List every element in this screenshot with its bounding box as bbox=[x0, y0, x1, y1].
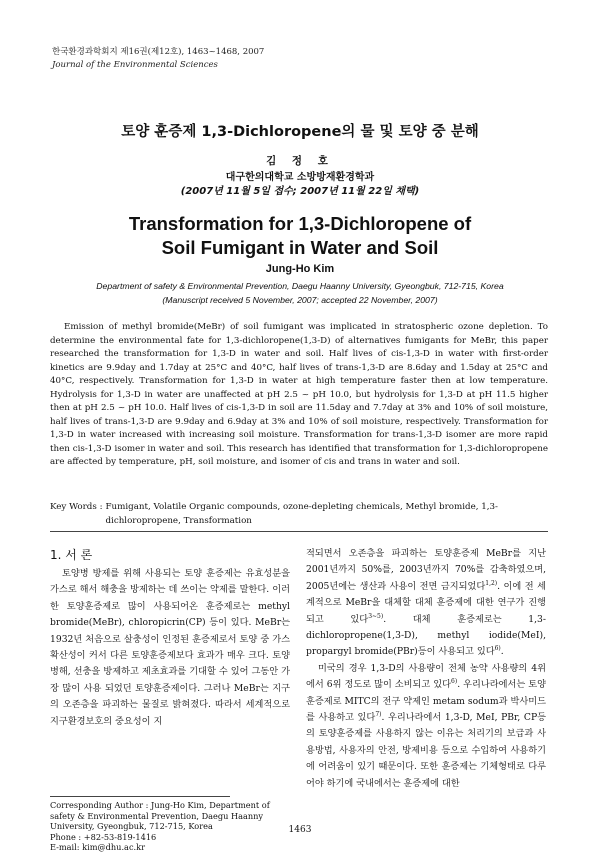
left-column bbox=[50, 546, 290, 730]
author-english: Jung-Ho Kim bbox=[265, 263, 335, 275]
footnote-phone: Phone : +82-53-819-1416 bbox=[50, 831, 157, 842]
citation: 7) bbox=[375, 711, 382, 718]
keywords bbox=[50, 500, 548, 528]
footnote-divider bbox=[50, 796, 230, 797]
text-run: . 대체 훈증제로는 1,3-dichloropropene(1,3-D), methyl iodide(MeI), propargyl bromide(PBr)등이 사용되고 있다 bbox=[306, 613, 546, 658]
section-divider bbox=[50, 531, 548, 532]
keywords-label: Key Words : bbox=[50, 502, 103, 512]
citation: 6) bbox=[494, 645, 501, 653]
author-korean: 김 정 호 bbox=[266, 155, 334, 167]
citation: 1,2) bbox=[485, 579, 498, 587]
affiliation-english-line: Department of safety & Environmental Prevention, Daegu Haanny University, Gyeongbuk, 712-715, Korea bbox=[96, 281, 504, 291]
journal-english-line: Journal of the Environmental Sciences bbox=[52, 60, 218, 70]
footnote-email: E-mail: kim@dhu.ac.kr bbox=[50, 842, 146, 853]
footnote-author: Corresponding Author : Jung-Ho Kim, Department of safety & Environmental Prevention, Daegu Haanny University, Gyeongbuk, 712-715, Korea bbox=[50, 800, 270, 832]
page-number: 1463 bbox=[288, 825, 312, 835]
title-korean: 토양 훈증제 1,3-Dichloropene의 물 및 토양 중 분해 bbox=[121, 124, 479, 140]
journal-korean-line: 한국환경과학회지 제16권(제12호), 1463~1468, 2007 bbox=[52, 47, 265, 57]
text-run: . 우리나라에서는 토양훈증제로 MITC의 전구 약제인 metam sodum과 박사미드를 사용하고 있다 bbox=[306, 679, 546, 724]
title-english-line2: Soil Fumigant in Water and Soil bbox=[161, 237, 439, 258]
affiliation-english bbox=[0, 279, 600, 307]
abstract: Emission of methyl bromide(MeBr) of soil fumigant was implicated in stratospheric ozone depletion. To determine the environmental fate for 1,3-dichloropene(1,3-D) of alternatives fumigants for MeBr, this paper researched the transformation for 1,3-D in water and soil. Half lives of cis-1,3-D in water with first-order kinetics are 9.9day and 1.7day at 25°C and 40°C, half lives of trans-1,3-D are 8.6day and 1.5day at 25°C and 40°C, respectively. Transformation for 1,3-D in water at high temperature faster then at low temperature. Hydrolysis for 1,3-D in water are unaffected at pH 2.5 ~ pH 10.0, but hydrolysis for 1,3-D at pH 11.5 higher then at pH 2.5 ~ pH 10.0. Half lives of cis-1,3-D in soil are 11.5day and 7.7day at 3% and 10% of soil moisture, half lives of trans-1,3-D are 9.9day and 6.9day at 3% and 10% of soil moisture, respectively. Transformation for 1,3-D in water increased with increasing soil moisture. Transformation for trans-1,3-D isomer are more rapid then cis-1,3-D isomer in water and soil. This research has identified that transformation for 1,3-dichloropropene are affected by temperature, pH, soil moisture, and isomer of cis and trans in water and soil. bbox=[50, 322, 548, 468]
citation: 3~5) bbox=[368, 612, 384, 620]
right-column bbox=[306, 546, 546, 792]
title-english bbox=[0, 212, 600, 260]
intro-paragraph-2 bbox=[306, 661, 546, 792]
text-run: . 이에 전 세계적으로 MeBr을 대체할 대체 훈증제에 대한 연구가 진행되고 있다 bbox=[306, 580, 546, 625]
citation: 6) bbox=[451, 678, 458, 686]
intro-paragraph-1: 토양병 방제를 위해 사용되는 토양 훈증제는 유효성분을 가스로 해서 해충을 방제하는 데 쓰이는 약제를 말한다. 이러한 토양훈증제로 많이 사용되어온 훈증제로는 methyl bromide(MeBr), chloropicrin(CP) 등이 있다. MeBr는 1932년 처음으로 살충성이 인정된 훈증제로서 토양 중 가스 확산성이 커서 다른 토양훈증제보다 효과가 매우 크다. 토양병해, 선충을 방제하고 제초효과를 기대할 수 있어 그동안 가장 많이 사용 되었던 토양훈증제이다. 그러나 MeBr는 지구의 오존층을 파괴하는 물질로 밝혀졌다. 따라서 세계적으로 지구환경보호의 중요성이 지 bbox=[50, 568, 290, 727]
text-run: . 우리나라에서 1,3-D, MeI, PBr, CP등의 토양훈증제를 사용하지 않는 이유는 처리기의 보급과 사용방법, 사용자의 안전, 방제비용 등으로 수입하여 사용하기에 어려움이 있기 때문이다. 또한 훈증제는 기체형태로 다루어야 하기에 국내에서는 훈증제에 대한 bbox=[306, 712, 546, 789]
title-english-line1: Transformation for 1,3-Dichloropene of bbox=[128, 213, 472, 234]
keywords-text: Fumigant, Volatile Organic compounds, ozone-depleting chemicals, Methyl bromide, 1,3-dichloropropene, Transformation bbox=[105, 502, 498, 526]
text-run: . bbox=[500, 646, 504, 658]
section-heading-introduction: 1. 서 론 bbox=[50, 548, 93, 562]
text-run: 미국의 경우 1,3-D의 사용량이 전체 농약 사용량의 4위에서 6위 정도로 많이 소비되고 있다 bbox=[306, 662, 546, 691]
intro-paragraph-1-cont bbox=[306, 546, 546, 661]
text-run: 적되면서 오존층을 파괴하는 토양훈증제 MeBr를 지난 2001년까지 50%를, 2003년까지 70%를 감축하였으며, 2005년에는 생산과 사용이 전면 금지되었다 bbox=[306, 548, 546, 592]
affiliation-korean: 대구한의대학교 소방방재환경학과 bbox=[225, 172, 375, 183]
journal-header bbox=[52, 46, 264, 72]
received-korean: (2007년 11월 5일 접수; 2007년 11월 22일 채택) bbox=[180, 186, 420, 197]
received-english: (Manuscript received 5 November, 2007; accepted 22 November, 2007) bbox=[162, 295, 438, 305]
